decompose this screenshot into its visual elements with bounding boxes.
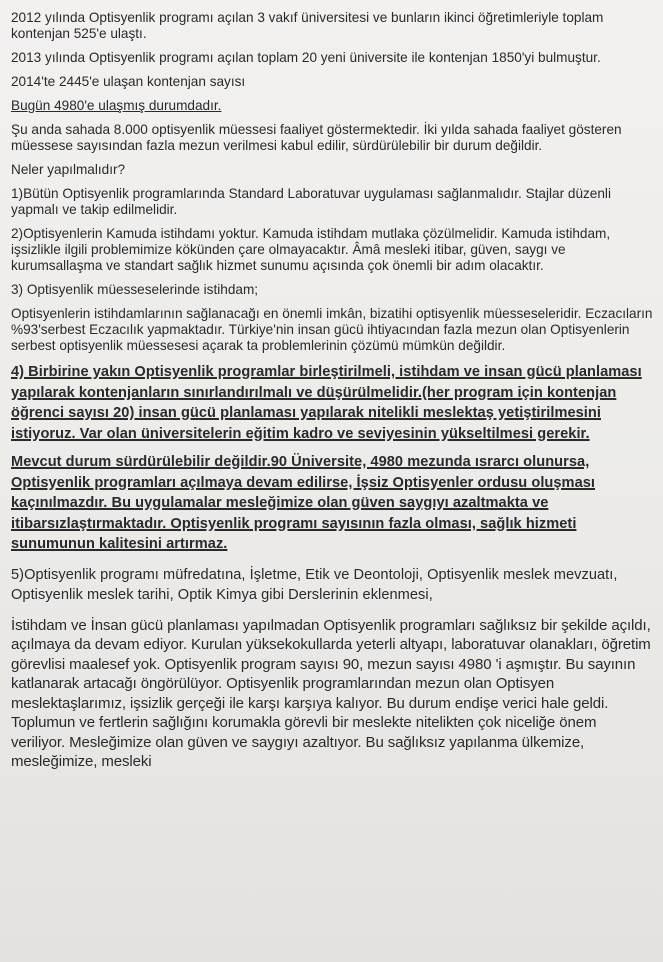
document-body bbox=[11, 10, 653, 772]
paragraph-planning-problems: İstihdam ve İnsan gücü planlaması yapılmadan Optisyenlik programları sağlıksız bir şekilde açıldı, açılmaya da devam ediyor. Kurulan yüksekokullarda yeterli altyapı, laboratuvar olanakları, öğretim görevlisi maalesef yok. Optisyenlik program sayısı 90, mezun sayısı 4980 'i aşmıştır. Bu sayının katlanarak artacağı öngörülüyor. Optisyenlik programlarından mezun olan Optisyen meslektaşlarımız, işsizlik gerçeği ile karşı karşıya kalıyor. Bu durum endişe verici hale geldi. Toplumun ve fertlerin sağlığını korumakla görevli bir meslekte nitelikten çok niceliğe önem veriliyor. Mesleğimize olan güven ve saygıyı azaltıyor. Bu sağlıksız yapılanma ülkemize, mesleğimize, mesleki bbox=[11, 616, 651, 770]
paragraph-field-status: Şu anda sahada 8.000 optisyenlik müessesi faaliyet göstermektedir. İki yılda sahada faaliyet gösteren müessese sayısından fazla mezun verilmesi kabul edilir, sürdürülebilir bir durum değildir. bbox=[11, 122, 622, 153]
section-heading-what-to-do: Neler yapılmalıdır? bbox=[11, 162, 126, 177]
item-4-quota-planning: 4) Birbirine yakın Optisyenlik programlar birleştirilmeli, istihdam ve insan gücü planlaması yapılarak kontenjanların sınırlandırılmalı ve düşürülmelidir.(her program için kontenjan öğrenci sayısı 20) insan gücü planlaması yapılarak nitelikli meslektaş yetiştirilmesini istiyoruz. Var olan üniversitelerin eğitim kadro ve seviyesinin yükseltilmesi gerekir. bbox=[11, 364, 642, 442]
item-2-public-employment: 2)Optisyenlerin Kamuda istihdamı yoktur. Kamuda istihdam mutlaka çözülmelidir. Kamuda istihdam, işsizlikle ilgili problemimize kökünden çare olmayacaktır. Âmâ mesleki itibar, güven, saygı ve kurumsallaşma ve standart sağlık hizmet sunumu açısında çok önemli bir adım olacaktır. bbox=[11, 226, 611, 273]
paragraph-2013: 2013 yılında Optisyenlik programı açılan toplam 20 yeni üniversite ile kontenjan 1850'yi bulmuştur. bbox=[11, 50, 601, 65]
paragraph-2014: 2014'te 2445'e ulaşan kontenjan sayısı bbox=[11, 74, 246, 89]
item-1-laboratory: 1)Bütün Optisyenlik programlarında Standard Laboratuvar uygulaması sağlanmalıdır. Stajlar düzenli yapmalı ve takip edilmelidir. bbox=[11, 186, 611, 217]
paragraph-today: Bugün 4980'e ulaşmış durumdadır. bbox=[11, 98, 222, 113]
paragraph-current-situation: Mevcut durum sürdürülebilir değildir.90 Üniversite, 4980 mezunda ısrarcı olunursa, Optisyenlik programları açılmaya devam edilirse, İşsiz Optisyenler ordusu oluşması kaçınılmazdır. Bu uygulamalar mesleğimize olan güven saygıyı azaltmakta ve itibarsızlaştırmaktadır. Optisyenlik programı sayısının fazla olması, sağlık hizmeti sunumunun kalitesini artırmaz. bbox=[11, 454, 596, 552]
item-5-curriculum: 5)Optisyenlik programı müfredatına, İşletme, Etik ve Deontoloji, Optisyenlik meslek mevzuatı, Optisyenlik meslek tarihi, Optik Kimya gibi Derslerinin eklenmesi, bbox=[11, 566, 618, 603]
item-3-heading: 3) Optisyenlik müesseselerinde istihdam; bbox=[11, 282, 259, 297]
item-3-body: Optisyenlerin istihdamlarının sağlanacağı en önemli imkân, bizatihi optisyenlik müesseseleridir. Eczacıların %93'serbest Eczacılık yapmaktadır. Türkiye'nin insan gücü ihtiyacından fazla mezun olan Optisyenlerin serbest optisyenlik müessesesi açarak ta problemlerinin çözümü mümkün değildir. bbox=[11, 306, 653, 353]
paragraph-2012: 2012 yılında Optisyenlik programı açılan 3 vakıf üniversitesi ve bunların ikinci öğretimleriyle toplam kontenjan 525'e ulaştı. bbox=[11, 10, 604, 41]
